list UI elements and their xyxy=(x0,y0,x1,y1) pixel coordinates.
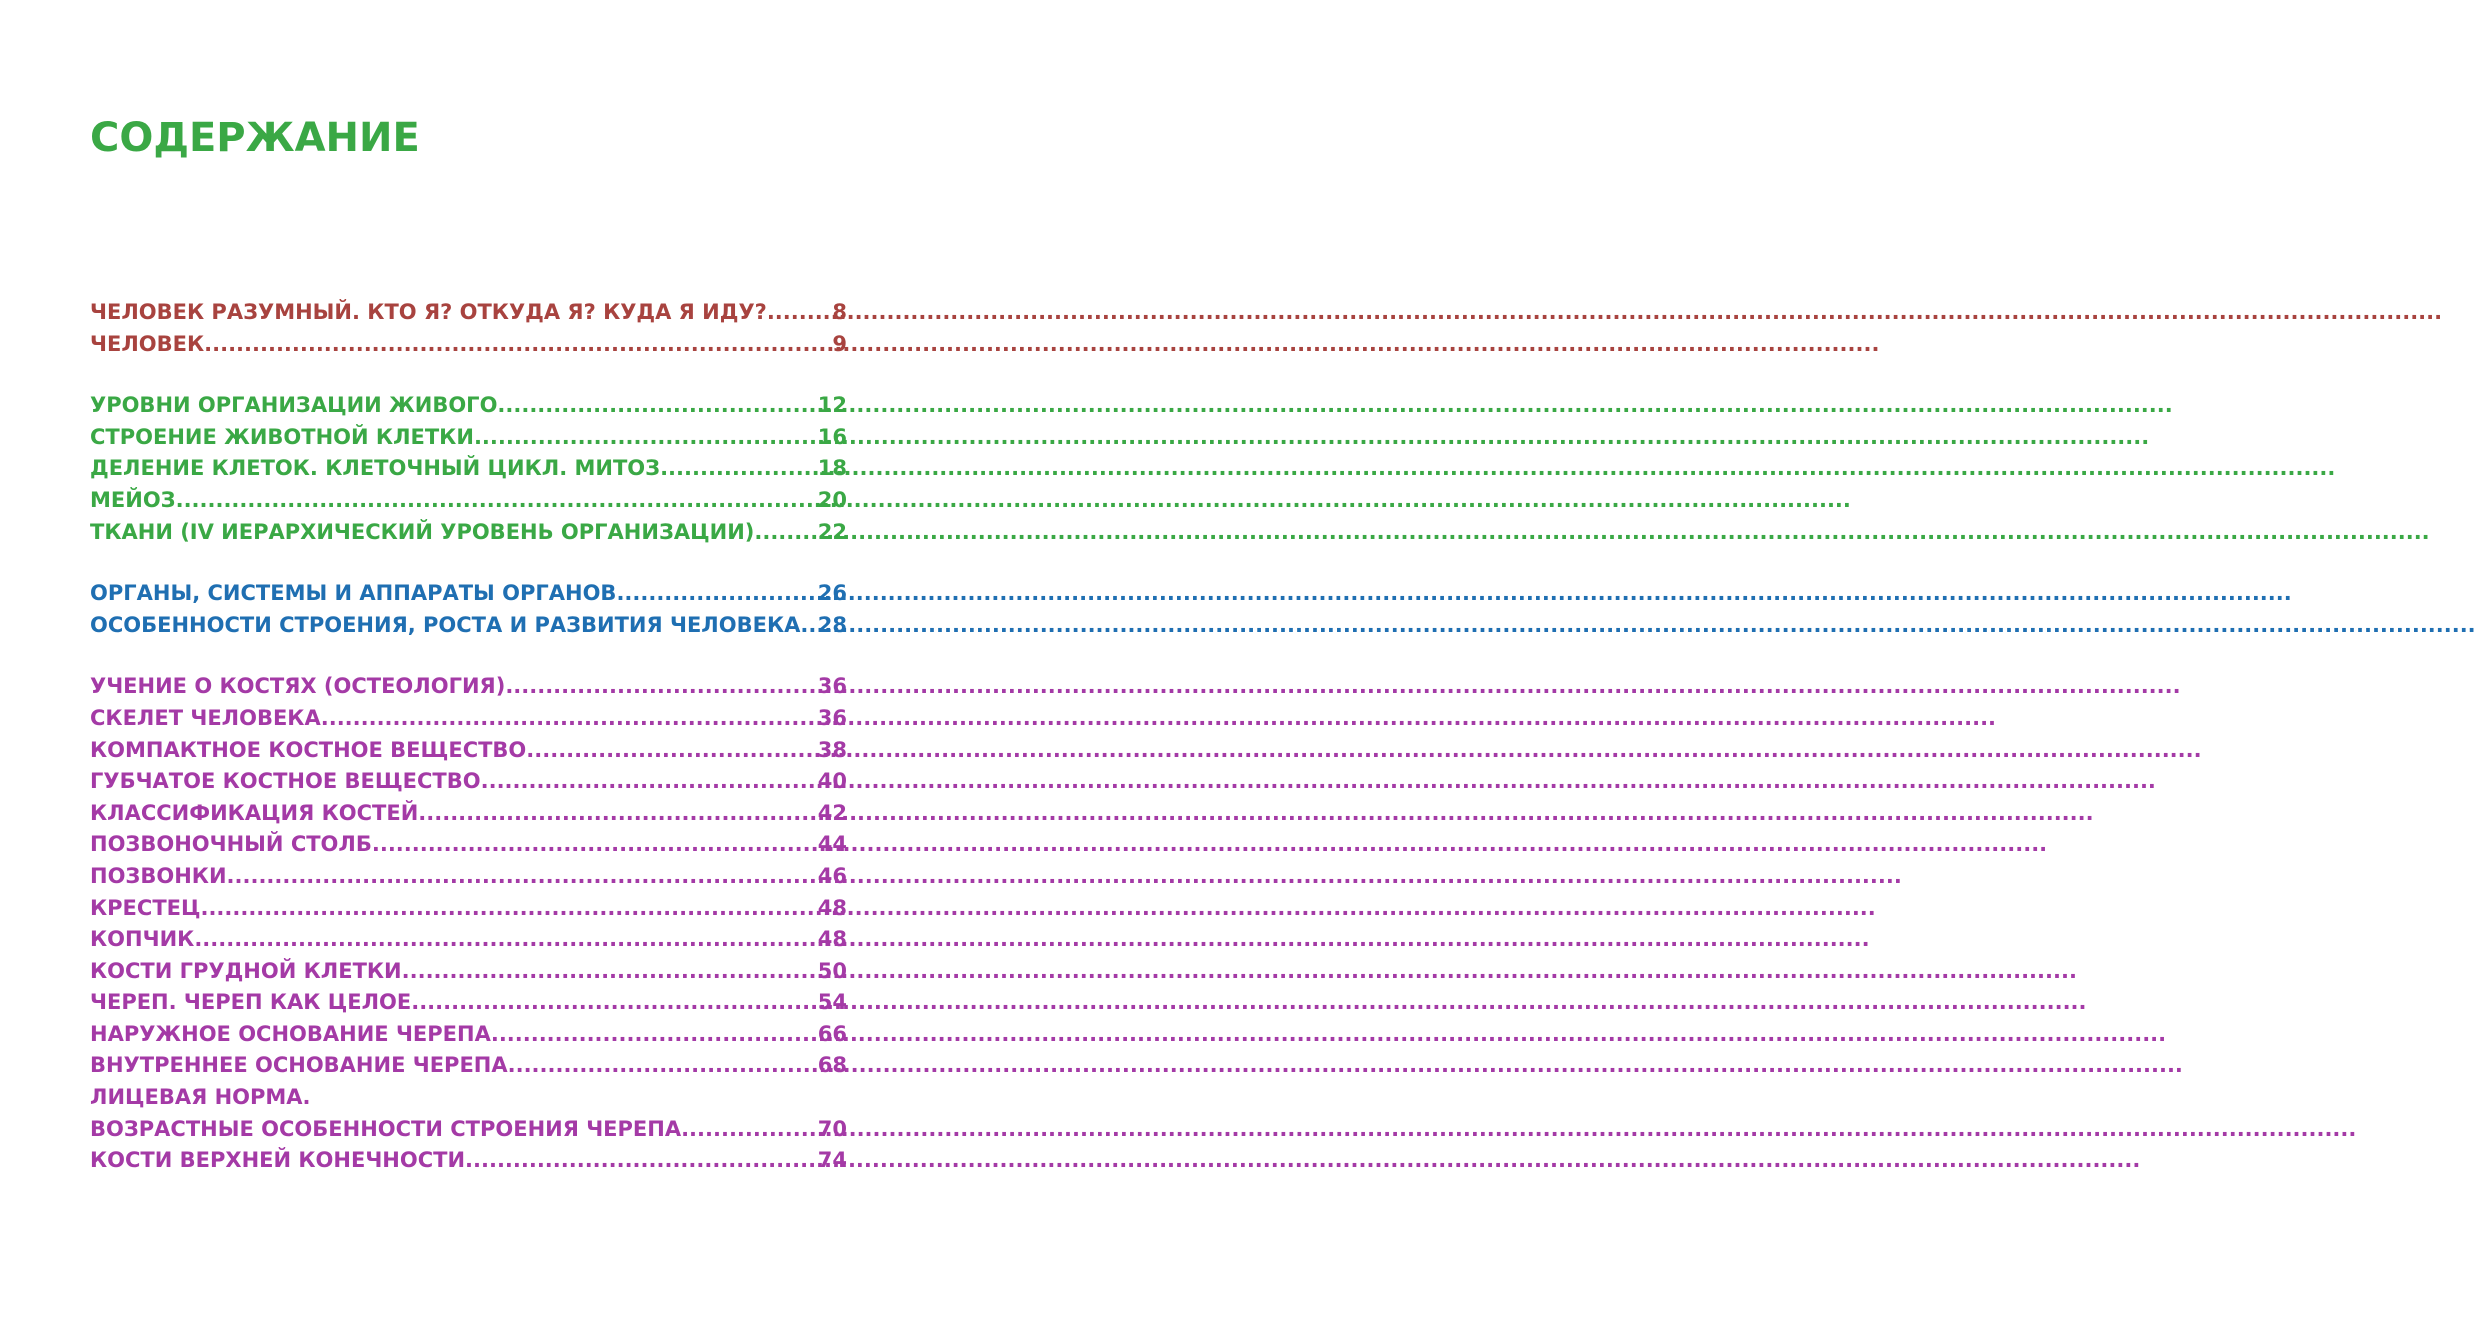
toc-entry-page-number: 66 xyxy=(817,1021,847,1046)
toc-entry-page-number: 8 xyxy=(832,300,847,324)
toc-entry-page-number: 18 xyxy=(817,456,847,481)
toc-entry-title: СТРОЕНИЕ ЖИВОТНОЙ КЛЕТКИ xyxy=(90,424,474,449)
dot-leader xyxy=(194,927,815,951)
toc-entry[interactable] xyxy=(90,832,847,864)
dot-leader xyxy=(200,896,815,920)
toc-entry-page-number: 38 xyxy=(817,737,847,762)
toc-entry[interactable] xyxy=(90,1022,847,1054)
toc-entry-title: УРОВНИ ОРГАНИЗАЦИИ ЖИВОГО xyxy=(90,393,498,418)
toc-entry-page-number: 28 xyxy=(817,612,847,637)
toc-entry-title: ПОЗВОНКИ xyxy=(90,863,227,888)
toc-entry-page-number: 22 xyxy=(817,519,847,544)
toc-entry-page-number: 40 xyxy=(817,769,847,794)
dot-leader xyxy=(418,801,815,825)
toc-entry[interactable] xyxy=(90,706,847,738)
toc-entry-title: ТКАНИ (IV ИЕРАРХИЧЕСКИЙ УРОВЕНЬ ОРГАНИЗАЦИИ) xyxy=(90,519,755,544)
toc-entry-title: ОСОБЕННОСТИ СТРОЕНИЯ, РОСТА И РАЗВИТИЯ ЧЕЛОВЕКА xyxy=(90,612,801,637)
toc-entry-page-number: 26 xyxy=(817,581,847,606)
toc-entry-page-number: 74 xyxy=(817,1148,847,1173)
toc-entry-title: ОРГАНЫ, СИСТЕМЫ И АППАРАТЫ ОРГАНОВ xyxy=(90,581,617,606)
toc-entry-page-number: 70 xyxy=(817,1116,847,1141)
toc-entry-page-number: 68 xyxy=(817,1053,847,1078)
toc-entry[interactable] xyxy=(90,959,847,991)
toc-entry-title: ВОЗРАСТНЫЕ ОСОБЕННОСТИ СТРОЕНИЯ ЧЕРЕПА xyxy=(90,1116,682,1141)
dot-leader xyxy=(481,769,816,793)
dot-leader xyxy=(176,488,816,512)
dot-leader xyxy=(321,706,816,730)
dot-leader xyxy=(526,738,815,762)
toc-entry[interactable] xyxy=(90,332,847,364)
toc-entry[interactable] xyxy=(90,864,847,896)
toc-entry-page-number: 48 xyxy=(817,927,847,952)
page-title: СОДЕРЖАНИЕ xyxy=(90,115,420,161)
dot-leader xyxy=(660,456,816,480)
toc-entry[interactable] xyxy=(90,425,847,457)
dot-leader xyxy=(372,832,816,856)
table-of-contents xyxy=(90,300,847,1210)
toc-entry-page-number: 36 xyxy=(817,705,847,730)
dot-leader xyxy=(497,393,815,417)
toc-entry[interactable] xyxy=(90,990,847,1022)
toc-entry-page-number: 12 xyxy=(817,393,847,418)
toc-entry-title: ЧЕЛОВЕК xyxy=(90,331,205,356)
toc-entry[interactable] xyxy=(90,674,847,706)
toc-entry[interactable] xyxy=(90,520,847,552)
dot-leader xyxy=(465,1148,816,1172)
dot-leader xyxy=(491,1022,816,1046)
dot-leader xyxy=(681,1117,816,1141)
toc-entry-title: КОПЧИК xyxy=(90,927,195,952)
dot-leader xyxy=(204,332,830,356)
toc-entry[interactable] xyxy=(90,1148,847,1180)
toc-entry[interactable] xyxy=(90,613,847,645)
toc-entry-page-number: 9 xyxy=(832,331,847,356)
toc-entry-title: ЛИЦЕВАЯ НОРМА. xyxy=(90,1085,311,1110)
toc-entry-title: ЧЕЛОВЕК РАЗУМНЫЙ. КТО Я? ОТКУДА Я? КУДА Я ИДУ? xyxy=(90,300,767,324)
toc-entry[interactable] xyxy=(90,738,847,770)
toc-entry-title: ЧЕРЕП. ЧЕРЕП КАК ЦЕЛОЕ xyxy=(90,990,412,1015)
toc-entry-title: КОСТИ ВЕРХНЕЙ КОНЕЧНОСТИ xyxy=(90,1148,466,1173)
dot-leader xyxy=(402,959,816,983)
toc-entry[interactable] xyxy=(90,488,847,520)
dot-leader xyxy=(505,674,815,698)
toc-entry[interactable] xyxy=(90,1053,847,1085)
dot-leader xyxy=(754,520,815,544)
toc-entry-title: НАРУЖНОЕ ОСНОВАНИЕ ЧЕРЕПА xyxy=(90,1021,491,1046)
toc-entry[interactable] xyxy=(90,456,847,488)
toc-entry-page-number: 20 xyxy=(817,487,847,512)
toc-entry-title: ПОЗВОНОЧНЫЙ СТОЛБ xyxy=(90,832,372,857)
toc-entry-title: МЕЙОЗ xyxy=(90,487,176,512)
toc-section xyxy=(90,393,847,551)
toc-entry[interactable] xyxy=(90,581,847,613)
toc-entry-page-number: 46 xyxy=(817,863,847,888)
dot-leader xyxy=(474,425,816,449)
toc-entry-title: КОМПАКТНОЕ КОСТНОЕ ВЕЩЕСТВО xyxy=(90,737,527,762)
dot-leader xyxy=(227,864,816,888)
toc-entry[interactable] xyxy=(90,300,847,332)
toc-entry-page-number: 50 xyxy=(817,958,847,983)
toc-entry-page-number: 42 xyxy=(817,800,847,825)
toc-entry-title: КРЕСТЕЦ xyxy=(90,895,201,920)
toc-entry-page-number: 16 xyxy=(817,424,847,449)
dot-leader xyxy=(800,613,815,637)
toc-entry-title: ГУБЧАТОЕ КОСТНОЕ ВЕЩЕСТВО xyxy=(90,769,481,794)
toc-entry[interactable] xyxy=(90,1117,847,1149)
toc-entry-title: КОСТИ ГРУДНОЙ КЛЕТКИ xyxy=(90,958,402,983)
dot-leader xyxy=(616,581,815,605)
toc-entry-page-number: 44 xyxy=(817,832,847,857)
toc-section xyxy=(90,300,847,363)
toc-entry[interactable] xyxy=(90,801,847,833)
toc-entry-title: УЧЕНИЕ О КОСТЯХ (ОСТЕОЛОГИЯ) xyxy=(90,674,506,699)
toc-section xyxy=(90,581,847,644)
toc-section xyxy=(90,674,847,1180)
dot-leader xyxy=(508,1053,816,1077)
toc-entry-page-number: 36 xyxy=(817,674,847,699)
toc-entry-title: КЛАССИФИКАЦИЯ КОСТЕЙ xyxy=(90,800,419,825)
toc-entry[interactable] xyxy=(90,896,847,928)
dot-leader xyxy=(767,300,831,324)
toc-entry-title: ВНУТРЕННЕЕ ОСНОВАНИЕ ЧЕРЕПА xyxy=(90,1053,508,1078)
toc-entry[interactable] xyxy=(90,769,847,801)
toc-entry[interactable] xyxy=(90,1085,847,1117)
toc-entry[interactable] xyxy=(90,927,847,959)
toc-entry-title: СКЕЛЕТ ЧЕЛОВЕКА xyxy=(90,705,321,730)
dot-leader xyxy=(411,990,816,1014)
toc-entry-title: ДЕЛЕНИЕ КЛЕТОК. КЛЕТОЧНЫЙ ЦИКЛ. МИТОЗ xyxy=(90,456,661,481)
toc-entry-page-number: 48 xyxy=(817,895,847,920)
toc-entry-page-number: 54 xyxy=(817,990,847,1015)
toc-entry[interactable] xyxy=(90,393,847,425)
